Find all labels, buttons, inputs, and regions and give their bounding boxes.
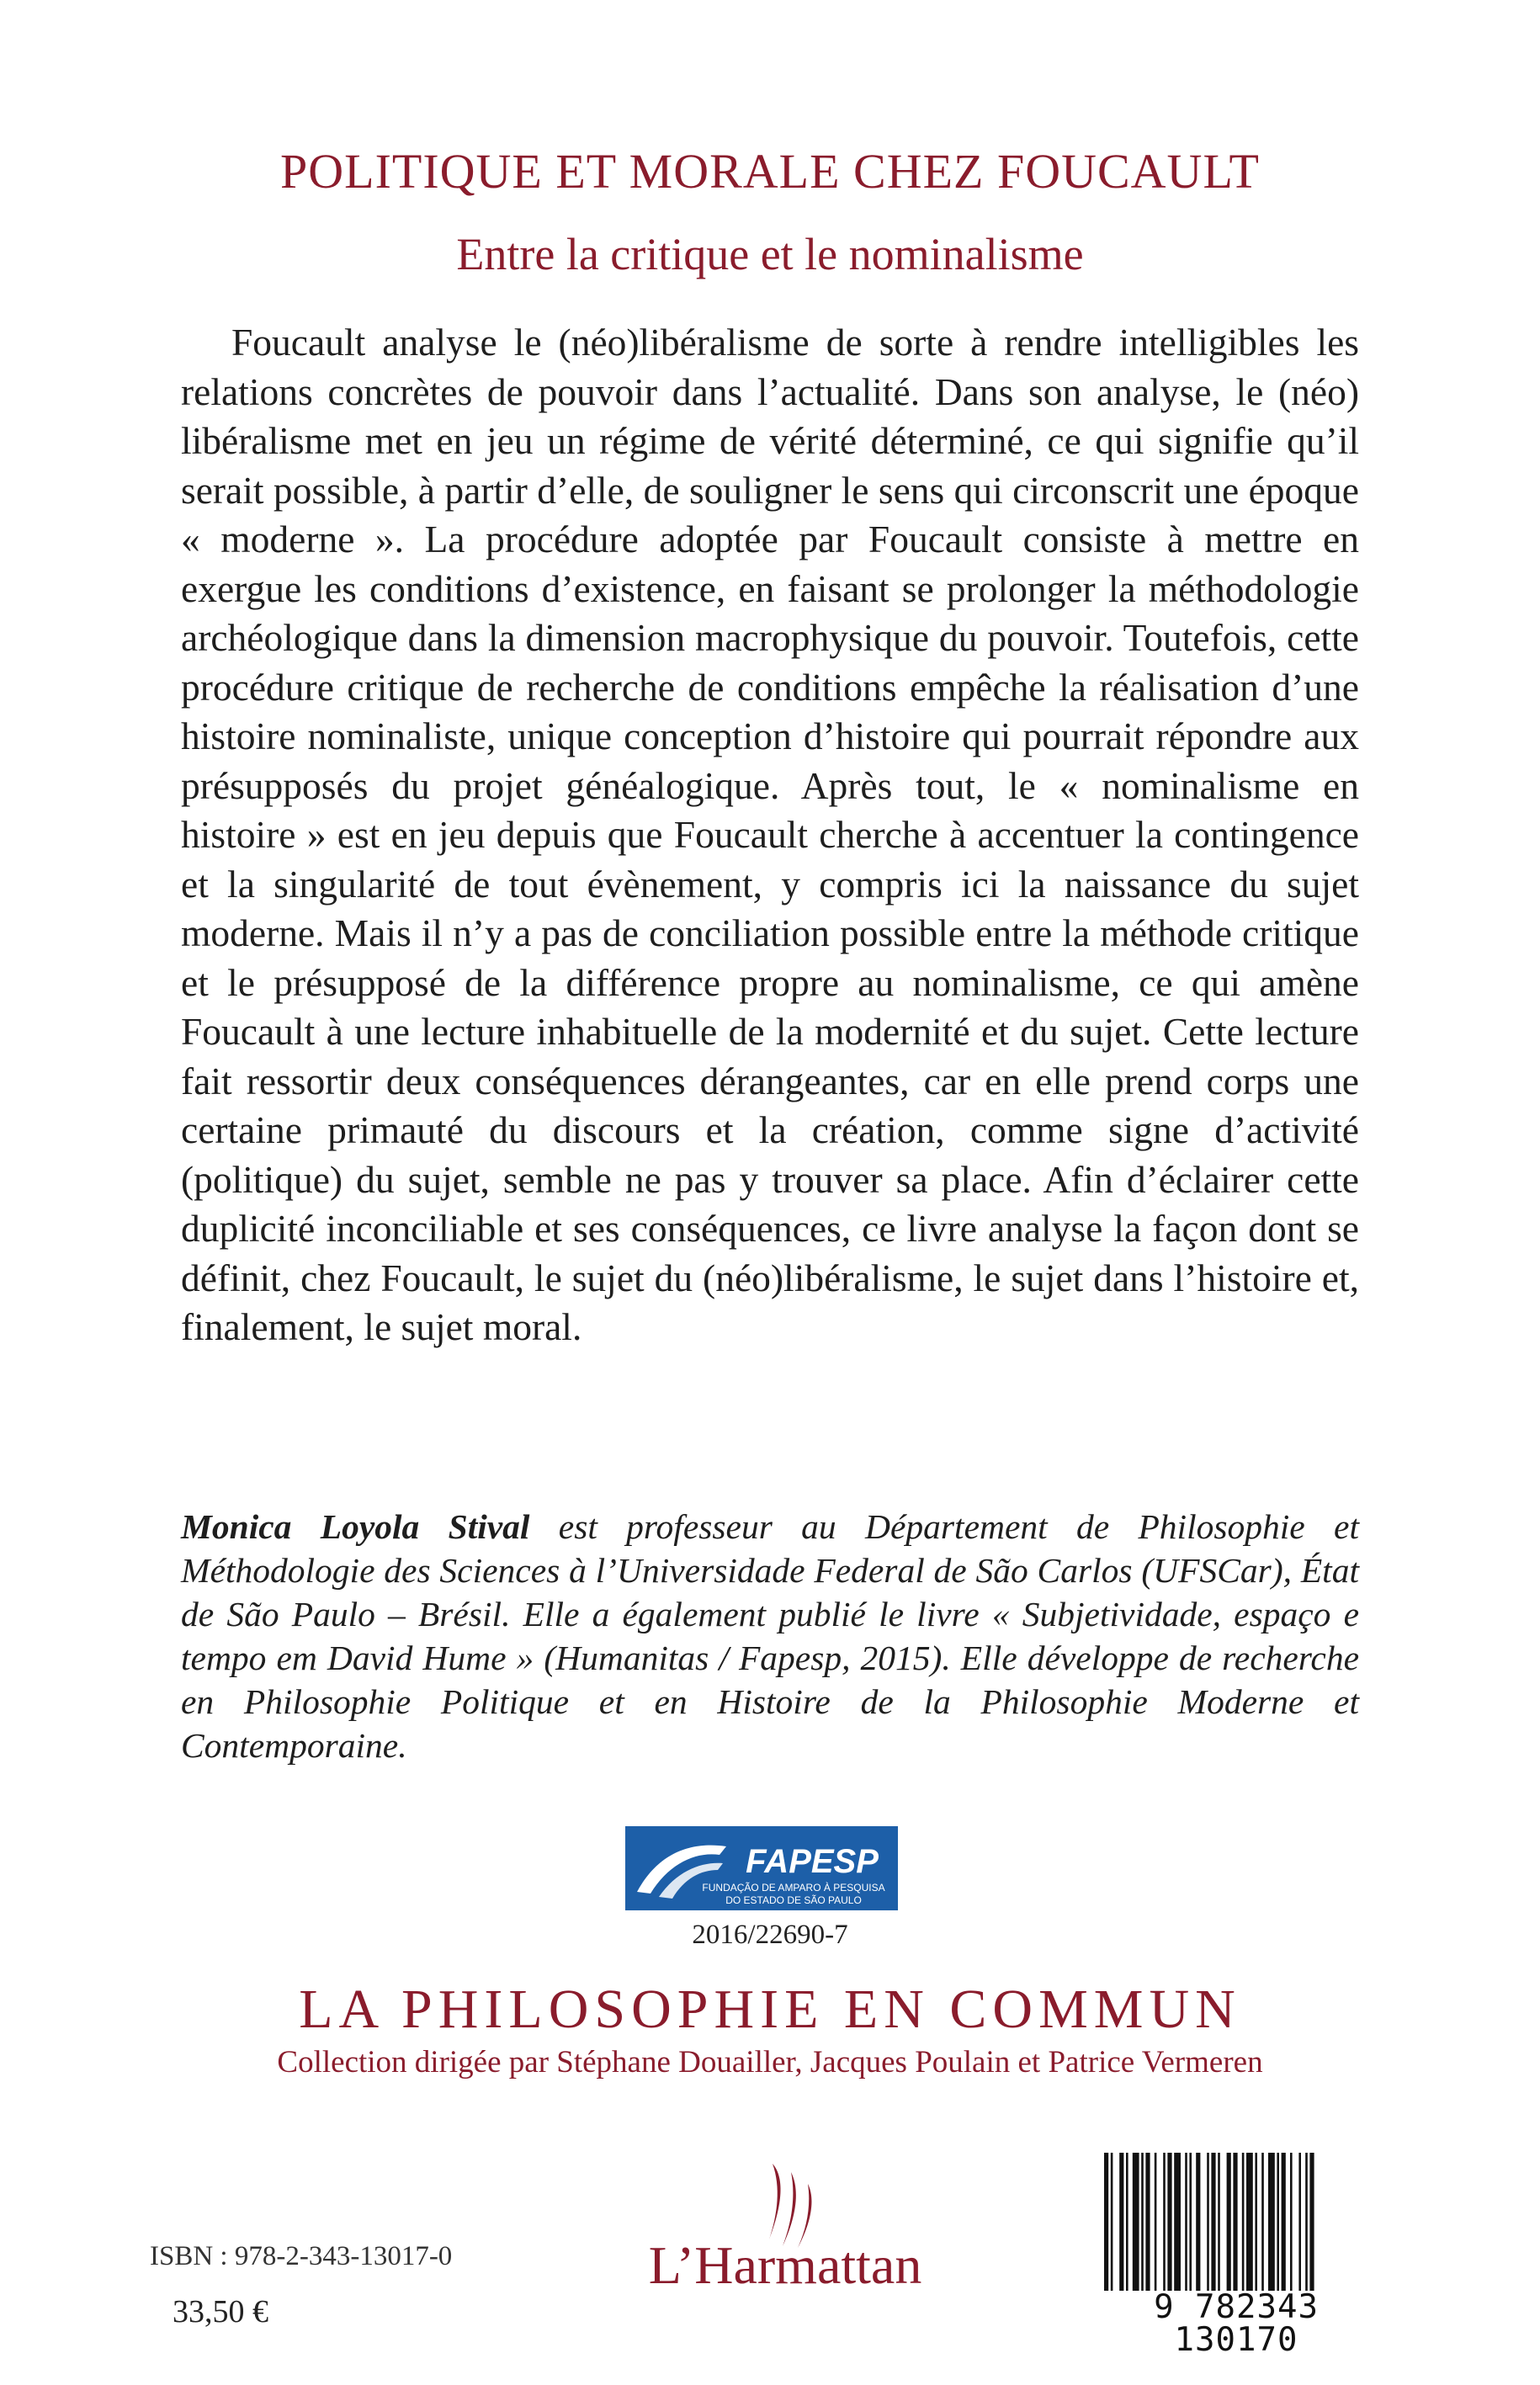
fapesp-name: FAPESP (746, 1843, 879, 1880)
series-directors: Collection dirigée par Stéphane Douailler, Jacques Poulain et Patrice Vermeren (277, 2045, 1263, 2080)
publisher-name: L’Harmattan (648, 2235, 922, 2293)
price: 33,50 € (173, 2294, 268, 2329)
author-bio (181, 1505, 1359, 1767)
book-summary: Foucault analyse le (néo)libéralisme de sorte à rendre intelligibles les relations concrètes de pouvoir dans l’actualité. Dans son analyse, le (néo) libéralisme met en jeu un régime de vérité déterminé, ce qui signifie qu’il serait possible, à partir d’elle, de souligner le sens qui circonscrit une époque « moderne ». La procédure adoptée par Foucault consiste à mettre en exergue les conditions d’existence, en faisant se prolonger la méthodologie archéologique dans la dimension macrophysique du pouvoir. Toutefois, cette procédure critique de recherche de conditions empêche la réalisation d’une histoire nominaliste, unique conception d’histoire qui pourrait répondre aux présupposés du projet généalogique. Après tout, le « nominalisme en histoire » est en jeu depuis que Foucault cherche à accentuer la contingence et la singularité de tout évènement, y compris ici la naissance du sujet moderne. Mais il n’y a pas de conciliation possible entre la méthode critique et le présupposé de la différence propre au nominalisme, ce qui amène Foucault à une lecture inhabituelle de la modernité et du sujet. Cette lecture fait ressortir deux conséquences dérangeantes, car en elle prend corps une certaine primauté du discours et la création, comme signe d’activité (politique) du sujet, semble ne pas y trouver sa place. Afin d’éclairer cette duplicité inconciliable et ses conséquences, ce livre analyse la façon dont se définit, chez Foucault, le sujet du (néo)libéralisme, le sujet dans l’histoire et, finalement, le sujet moral. (181, 321, 1359, 1348)
barcode-digits: 9 782343 130170 (1101, 2291, 1372, 2356)
harmattan-logo (646, 2159, 924, 2293)
fapesp-logo (625, 1826, 898, 1910)
series-title: LA PHILOSOPHIE EN COMMUN (299, 1979, 1241, 2040)
book-subtitle: Entre la critique et le nominalisme (456, 229, 1084, 279)
fapesp-tagline-1: FUNDAÇÃO DE AMPARO À PESQUISA (702, 1882, 885, 1894)
author-name: Monica Loyola Stival (181, 1507, 530, 1546)
quill-icon (769, 2164, 781, 2239)
book-title: POLITIQUE ET MORALE CHEZ FOUCAULT (280, 144, 1260, 199)
grant-number: 2016/22690-7 (692, 1920, 848, 1950)
isbn: ISBN : 978-2-343-13017-0 (150, 2241, 453, 2271)
fapesp-tagline-2: DO ESTADO DE SÃO PAULO (725, 1894, 862, 1906)
author-bio-text: est professeur au Département de Philosophie et Méthodologie des Sciences à l’Universidade Federal de São Carlos (UFSCar), État de São Paulo – Brésil. Elle a également publié le livre « Subjetividade, espaço e tempo em David Hume » (Humanitas / Fapesp, 2015). Elle développe de recherche en Philosophie Politique et en Histoire de la Philosophie Moderne et Contemporaine. (181, 1507, 1359, 1765)
